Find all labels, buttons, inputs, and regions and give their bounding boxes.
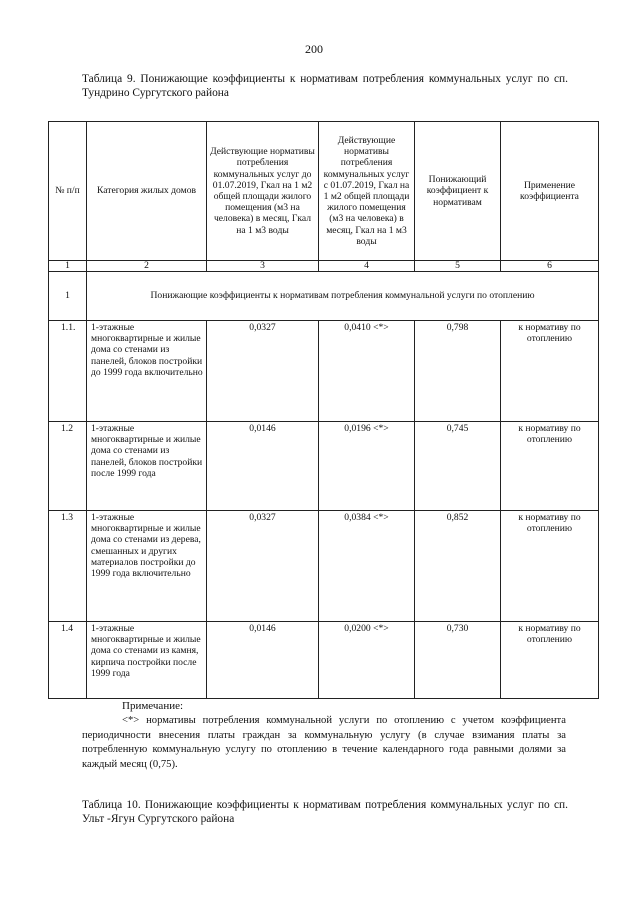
table9-caption: Таблица 9. Понижающие коэффициенты к нормативам потребления коммунальных услуг по сп. Тундрино Сургутского района	[82, 73, 568, 99]
header-norm-before: Действующие нормативы потребления коммунальных услуг до 01.07.2019, Гкал на 1 м2 общей площади жилого помещения (м3 на человека) в месяц, Гкал на 1 м3 воды	[207, 122, 319, 261]
row-number: 1.4	[49, 622, 87, 699]
coefficients-table	[48, 121, 599, 699]
row-coefficient: 0,745	[415, 422, 501, 511]
row-norm-after: 0,0196 <*>	[319, 422, 415, 511]
header-category: Категория жилых домов	[87, 122, 207, 261]
row-category: 1-этажные многоквартирные и жилые дома со стенами из панелей, блоков постройки после 1999 года	[87, 422, 207, 511]
page-number: 200	[305, 42, 323, 56]
table-row	[49, 422, 599, 511]
row-application: к нормативу по отоплению	[501, 622, 599, 699]
table-header-row	[49, 122, 599, 261]
column-number: 6	[501, 261, 599, 272]
header-coefficient: Понижающий коэффициент к нормативам	[415, 122, 501, 261]
header-application: Применение коэффициента	[501, 122, 599, 261]
column-number: 2	[87, 261, 207, 272]
section-title: Понижающие коэффициенты к нормативам потребления коммунальной услуги по отоплению	[87, 272, 599, 321]
table-row	[49, 511, 599, 622]
column-number-row	[49, 261, 599, 272]
column-number: 5	[415, 261, 501, 272]
row-number: 1.3	[49, 511, 87, 622]
row-coefficient: 0,852	[415, 511, 501, 622]
note-text: <*> нормативы потребления коммунальной услуги по отоплению с учетом коэффициента периодичности внесения платы граждан за коммунальную услугу (в случае взимания платы за потребленную коммунальную услугу по отоплению в течение календарного года равными долями за каждый месяц (0,75).	[82, 715, 566, 770]
row-norm-before: 0,0327	[207, 321, 319, 422]
row-coefficient: 0,798	[415, 321, 501, 422]
row-norm-before: 0,0327	[207, 511, 319, 622]
row-norm-after: 0,0384 <*>	[319, 511, 415, 622]
table10-caption: Таблица 10. Понижающие коэффициенты к нормативам потребления коммунальных услуг по сп. Ульт -Ягун Сургутского района	[82, 799, 568, 825]
row-norm-before: 0,0146	[207, 422, 319, 511]
row-application: к нормативу по отоплению	[501, 511, 599, 622]
row-coefficient: 0,730	[415, 622, 501, 699]
header-norm-after: Действующие нормативы потребления коммунальных услуг с 01.07.2019, Гкал на 1 м2 общей площади жилого помещения (м3 на человека) в месяц, Гкал на 1 м3 воды	[319, 122, 415, 261]
row-norm-after: 0,0200 <*>	[319, 622, 415, 699]
section-number: 1	[49, 272, 87, 321]
row-category: 1-этажные многоквартирные и жилые дома со стенами из дерева, смешанных и других материалов постройки до 1999 года включительно	[87, 511, 207, 622]
row-norm-before: 0,0146	[207, 622, 319, 699]
row-number: 1.1.	[49, 321, 87, 422]
row-number: 1.2	[49, 422, 87, 511]
row-category: 1-этажные многоквартирные и жилые дома со стенами из камня, кирпича постройки после 1999 года	[87, 622, 207, 699]
row-norm-after: 0,0410 <*>	[319, 321, 415, 422]
column-number: 1	[49, 261, 87, 272]
section-row	[49, 272, 599, 321]
row-application: к нормативу по отоплению	[501, 422, 599, 511]
column-number: 3	[207, 261, 319, 272]
row-category: 1-этажные многоквартирные и жилые дома со стенами из панелей, блоков постройки до 1999 года включительно	[87, 321, 207, 422]
header-num: № п/п	[49, 122, 87, 261]
note-title: Примечание:	[122, 700, 184, 712]
row-application: к нормативу по отоплению	[501, 321, 599, 422]
table-row	[49, 321, 599, 422]
table-row	[49, 622, 599, 699]
column-number: 4	[319, 261, 415, 272]
